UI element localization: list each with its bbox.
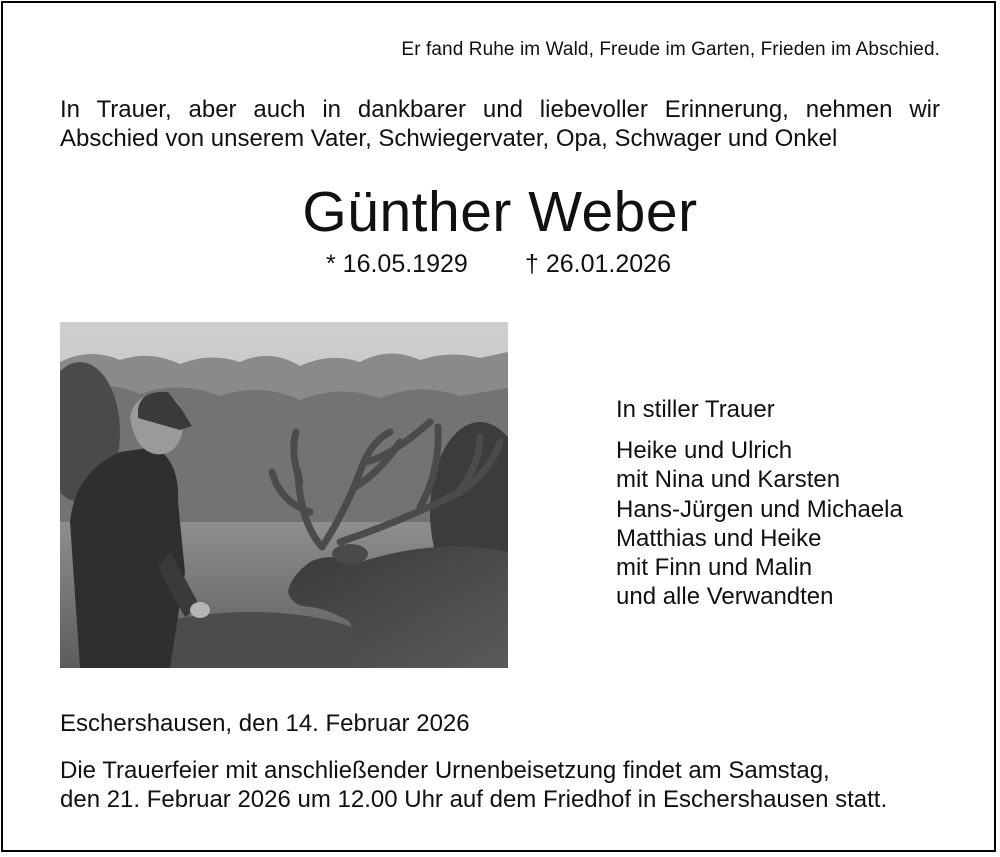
place-and-date: Eschershausen, den 14. Februar 2026 [60, 710, 470, 737]
ceremony-info [60, 756, 940, 814]
motto-quote: Er fand Ruhe im Wald, Freude im Garten, Frieden im Abschied. [401, 39, 940, 60]
ceremony-line-1: Die Trauerfeier mit anschließender Urnenbeisetzung findet am Samstag, [60, 757, 830, 784]
mourners-block [616, 395, 903, 611]
mourner-line: Heike und Ulrich [616, 437, 793, 465]
deceased-name: Günther Weber [302, 180, 698, 244]
mourner-line: mit Nina und Karsten [616, 466, 841, 494]
photo-man-with-stag [60, 322, 508, 668]
ceremony-line-2: den 21. Februar 2026 um 12.00 Uhr auf dem Friedhof in Eschershausen statt. [60, 786, 888, 813]
birth-date: * 16.05.1929 [326, 250, 468, 278]
memorial-photo [60, 322, 508, 668]
death-date: † 26.01.2026 [525, 250, 671, 278]
intro-text: In Trauer, aber auch in dankbarer und liebevoller Erinnerung, nehmen wir Abschied von unserem Vater, Schwiegervater, Opa, Schwager und Onkel [60, 96, 940, 152]
mourner-line: Matthias und Heike [616, 524, 822, 552]
mourner-line: und alle Verwandten [616, 583, 834, 611]
mourner-line: Hans-Jürgen und Michaela [616, 495, 903, 523]
mourners-heading: In stiller Trauer [616, 396, 775, 423]
mourner-line: mit Finn und Malin [616, 554, 813, 582]
